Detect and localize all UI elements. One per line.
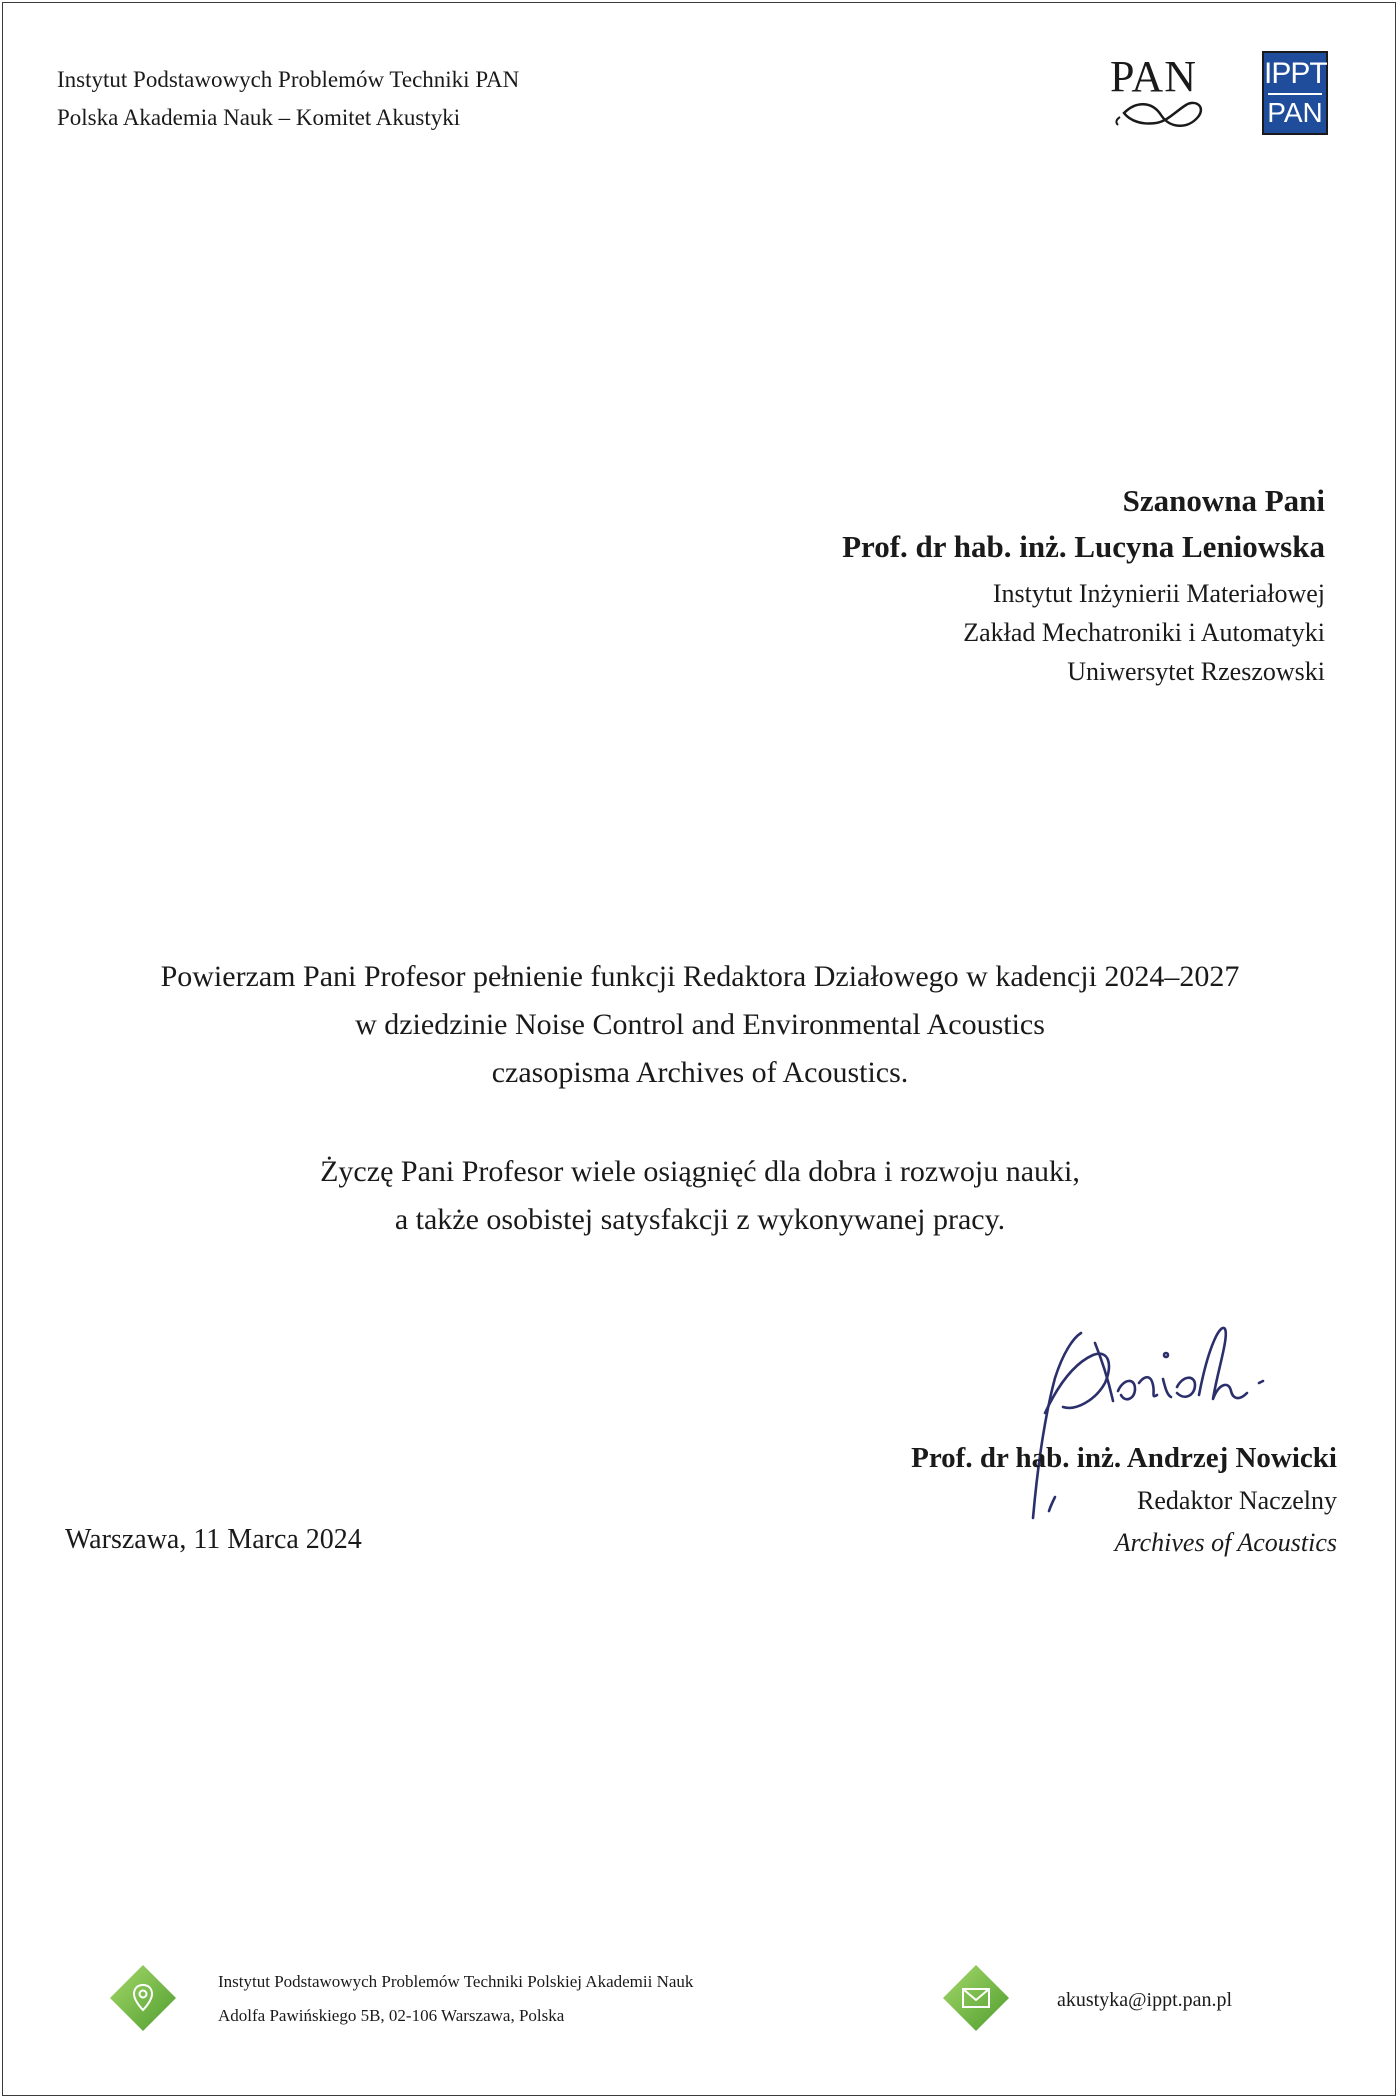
ippt-logo-top: IPPT	[1264, 57, 1327, 90]
place-and-date: Warszawa, 11 Marca 2024	[65, 1524, 362, 1555]
salutation: Szanowna Pani	[1122, 483, 1325, 518]
wishes-paragraph	[3, 1148, 1397, 1244]
addressee-block	[842, 478, 1325, 691]
ippt-logo-bottom: PAN	[1267, 97, 1323, 128]
letterhead	[57, 61, 519, 137]
body-line: Powierzam Pani Profesor pełnienie funkcji Redaktora Działowego w kadencji 2024–2027	[160, 960, 1240, 993]
signer-role: Redaktor Naczelny	[1137, 1486, 1337, 1515]
pan-logo-text: PAN	[1110, 52, 1197, 101]
committee-name: Polska Akademia Nauk – Komitet Akustyki	[57, 105, 461, 130]
signer-journal: Archives of Acoustics	[1114, 1528, 1337, 1557]
footer-institute: Instytut Podstawowych Problemów Techniki Polskiej Akademii Nauk	[218, 1972, 694, 1991]
addressee-name: Prof. dr hab. inż. Lucyna Leniowska	[842, 529, 1325, 564]
footer-address	[218, 1965, 693, 2033]
pan-logo	[1106, 51, 1216, 136]
ippt-logo-divider	[1268, 93, 1322, 95]
addressee-university: Uniwersytet Rzeszowski	[1067, 657, 1325, 686]
location-pin-icon	[108, 1963, 178, 2033]
addressee-department: Zakład Mechatroniki i Automatyki	[963, 618, 1325, 647]
ippt-logo	[1262, 51, 1328, 135]
infinity-swirl-icon	[1106, 51, 1216, 136]
signer-name: Prof. dr hab. inż. Andrzej Nowicki	[911, 1442, 1337, 1474]
appointment-paragraph	[3, 953, 1397, 1097]
footer-email[interactable]: akustyka@ippt.pan.pl	[1057, 1989, 1233, 2011]
body-line: czasopisma Archives of Acoustics.	[491, 1056, 909, 1089]
institute-name: Instytut Podstawowych Problemów Techniki PAN	[57, 67, 520, 92]
signer-block	[911, 1436, 1337, 1564]
envelope-icon	[941, 1963, 1011, 2033]
body-line: Życzę Pani Profesor wiele osiągnięć dla dobra i rozwoju nauki,	[320, 1155, 1080, 1188]
body-line: w dziedzinie Noise Control and Environmental Acoustics	[355, 1008, 1045, 1041]
footer-street: Adolfa Pawińskiego 5B, 02-106 Warszawa, Polska	[218, 2006, 565, 2025]
addressee-institute: Instytut Inżynierii Materiałowej	[992, 579, 1325, 608]
body-line: a także osobistej satysfakcji z wykonywanej pracy.	[394, 1203, 1006, 1236]
letter-page	[2, 2, 1396, 2096]
